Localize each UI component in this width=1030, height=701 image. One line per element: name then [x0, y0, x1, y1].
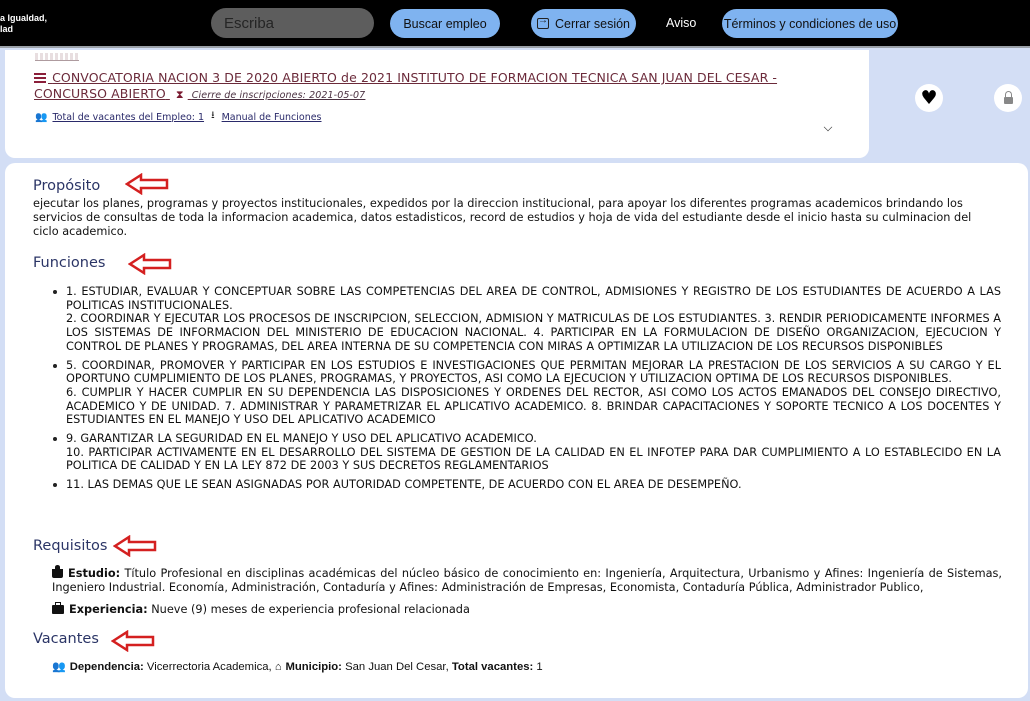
- funcion-item: [51, 285, 1001, 354]
- hourglass-icon: ⧗: [175, 88, 184, 101]
- convocatoria-link[interactable]: [34, 70, 794, 104]
- total-vacancies-link[interactable]: Total de vacantes del Empleo: 1: [52, 112, 205, 123]
- funciones-list: [51, 285, 1001, 497]
- terms-button[interactable]: [722, 9, 898, 38]
- annotation-arrow-icon: [113, 535, 157, 557]
- briefcase-icon: [52, 605, 64, 614]
- favorite-button[interactable]: [915, 84, 943, 112]
- lock-icon: [1004, 97, 1013, 104]
- logout-button[interactable]: [531, 9, 636, 38]
- estudio-text: Título Profesional en disciplinas académicas del núcleo básico de conocimiento en: Ingeniería, Arquitectura, Urbanismo y Afines: Ingeniería de Sistemas, Ingeniero Industrial. Economía, Administración, Contaduría y Afines: Administración de Empresas, Economista, Contaduría Pública, Administrador Publico,: [52, 567, 1003, 594]
- manual-funciones-link[interactable]: Manual de Funciones: [221, 112, 322, 123]
- cierre-date: Cierre de inscripciones: 2021-05-07: [191, 90, 366, 101]
- top-navbar: [0, 0, 1030, 48]
- brand-line-1: a Igualdad,: [0, 13, 48, 23]
- search-jobs-label: Buscar empleo: [403, 16, 487, 31]
- chevron-down-icon[interactable]: [824, 123, 832, 131]
- annotation-arrow-icon: [128, 253, 172, 275]
- funciones-heading: Funciones: [33, 255, 106, 271]
- funcion-item: [51, 359, 1001, 428]
- funcion-item: [51, 478, 1001, 492]
- logout-icon: [537, 18, 549, 29]
- convocatoria-title: CONVOCATORIA NACION 3 DE 2020 ABIERTO de 2021 INSTITUTO DE FORMACION TECNICA SAN JUAN DEL CESAR - CONCURSO ABIERTO: [34, 70, 778, 101]
- funcion-text: 9. GARANTIZAR LA SEGURIDAD EN EL MANEJO Y USO DEL APLICATIVO ACADEMICO.: [66, 432, 537, 446]
- lock-button[interactable]: [994, 84, 1022, 112]
- search-jobs-button[interactable]: [390, 9, 500, 38]
- annotation-arrow-icon: [111, 630, 155, 652]
- estudio-requirement: [52, 567, 1002, 595]
- experiencia-text: Nueve (9) meses de experiencia profesional relacionada: [151, 603, 470, 616]
- annotation-arrow-icon: [125, 173, 169, 195]
- terms-label: Términos y condiciones de uso: [723, 16, 897, 31]
- list-icon: [34, 73, 46, 83]
- experiencia-requirement: [52, 603, 1002, 617]
- brand-line-2: lad: [0, 24, 14, 34]
- estudio-label: Estudio:: [68, 567, 121, 580]
- dependencia-value: Vicerrectoria Academica,: [146, 661, 272, 673]
- job-summary-card: [5, 50, 869, 158]
- total-vacantes-value: 1: [536, 661, 543, 673]
- search-input[interactable]: [211, 8, 374, 38]
- dependencia-label: Dependencia:: [69, 661, 144, 673]
- logout-label: Cerrar sesión: [554, 16, 631, 31]
- job-detail-card: [5, 163, 1028, 698]
- study-icon: [52, 569, 63, 578]
- funcion-text: 1. ESTUDIAR, EVALUAR Y CONCEPTUAR SOBRE LAS COMPETENCIAS DEL AREA DE CONTROL, ADMISIONES Y REGISTRO DE LOS ESTUDIANTES DE ACUERDO A LAS POLITICAS INSTITUCIONALES.: [66, 285, 1001, 312]
- funcion-text: 11. LAS DEMAS QUE LE SEAN ASIGNADAS POR AUTORIDAD COMPETENTE, DE ACUERDO CON EL AREA DE DESEMPEÑO.: [66, 478, 742, 492]
- proposito-text: ejecutar los planes, programas y proyectos institucionales, expedidos por la direccion institucional, para apoyar los diferentes programas academicos brindando los servicios de consultas de toda la informacion academica, datos estadisticos, record de estudios y hoja de vida del estudiante desde el inicio hasta su culminacion del ciclo academico.: [33, 197, 972, 238]
- job-meta-row: [35, 108, 322, 125]
- requisitos-heading: Requisitos: [33, 538, 108, 554]
- funcion-item: [51, 432, 1001, 473]
- users-icon: 👥: [52, 661, 66, 673]
- aviso-link[interactable]: Aviso: [666, 16, 697, 30]
- vacantes-row: [52, 660, 543, 673]
- funcion-text: 10. PARTICIPAR ACTIVAMENTE EN EL DESARROLLO DEL SISTEMA DE GESTION DE LA CALIDAD EN EL INFOTEP PARA DAR CUMPLIMIENTO A LO ESTABLECIDO EN LA POLITICA DE CALIDAD Y EN LA LEY 872 DE 2003 Y SUS DECRETOS REGLAMENTARIOS: [66, 445, 1001, 473]
- download-icon: ⭳: [211, 110, 215, 121]
- total-vacantes-label: Total vacantes:: [451, 661, 534, 673]
- funcion-text: 2. COORDINAR Y EJECUTAR LOS PROCESOS DE INSCRIPCION, SELECCION, ADMISION Y MATRICULAS DE LOS ESTUDIANTES. 3. RENDIR PERIODICAMENTE INFORMES A LOS SISTEMAS DE INFORMACION DEL MINISTERIO DE EDUCACION NACIONAL. 4. PARTICIPAR EN LA FORMULACION DE DISEÑO ORGANIZACION, EJECUCION Y CONTROL DE PLANES Y PROGRAMAS, DEL AREA INTERNA DE SU COMPETENCIA CON MIRAS A OPTIMIZAR LA UTILIZACION DE LOS RECURSOS DISPONIBLES: [66, 312, 1001, 353]
- heart-icon: ♥: [920, 86, 938, 109]
- home-icon: ⌂: [274, 661, 282, 673]
- experiencia-label: Experiencia:: [69, 603, 148, 616]
- municipio-label: Municipio:: [285, 661, 342, 673]
- municipio-value: San Juan Del Cesar,: [345, 661, 449, 673]
- vacantes-heading: Vacantes: [33, 631, 99, 647]
- funcion-text: 5. COORDINAR, PROMOVER Y PARTICIPAR EN LOS ESTUDIOS E INVESTIGACIONES QUE PERMITAN MEJORAR LA PRESTACION DE LOS SERVICIOS A SU CARGO Y EL OPORTUNO CUMPLIMIENTO DE LOS PLANES, PROGRAMAS, Y PROYECTOS, ASI COMO LA EJECUCION Y UTILIZACION OPTIMA DE LOS RECURSOS DISPONIBLES.: [66, 358, 1001, 386]
- users-icon: 👥: [35, 112, 48, 123]
- funcion-text: 6. CUMPLIR Y HACER CUMPLIR EN SU DEPENDENCIA LAS DISPOSICIONES Y ORDENES DEL RECTOR, ASI COMO LOS ACTOS EMANADOS DEL CONSEJO DIRECTIVO, ACADEMICO Y DE UNIDAD. 7. ADMINISTRAR Y PARAMETRIZAR EL APLICATIVO ACADEMICO. 8. BRINDAR CAPACITACIONES Y SOPORTE TECNICO A LOS DOCENTES Y ESTUDIANTES EN EL MANEJO Y USO DEL APLICATIVO ACADEMICO: [66, 385, 1001, 427]
- proposito-heading: Propósito: [33, 178, 101, 194]
- brand-text: [0, 13, 47, 35]
- truncated-link: [35, 53, 79, 61]
